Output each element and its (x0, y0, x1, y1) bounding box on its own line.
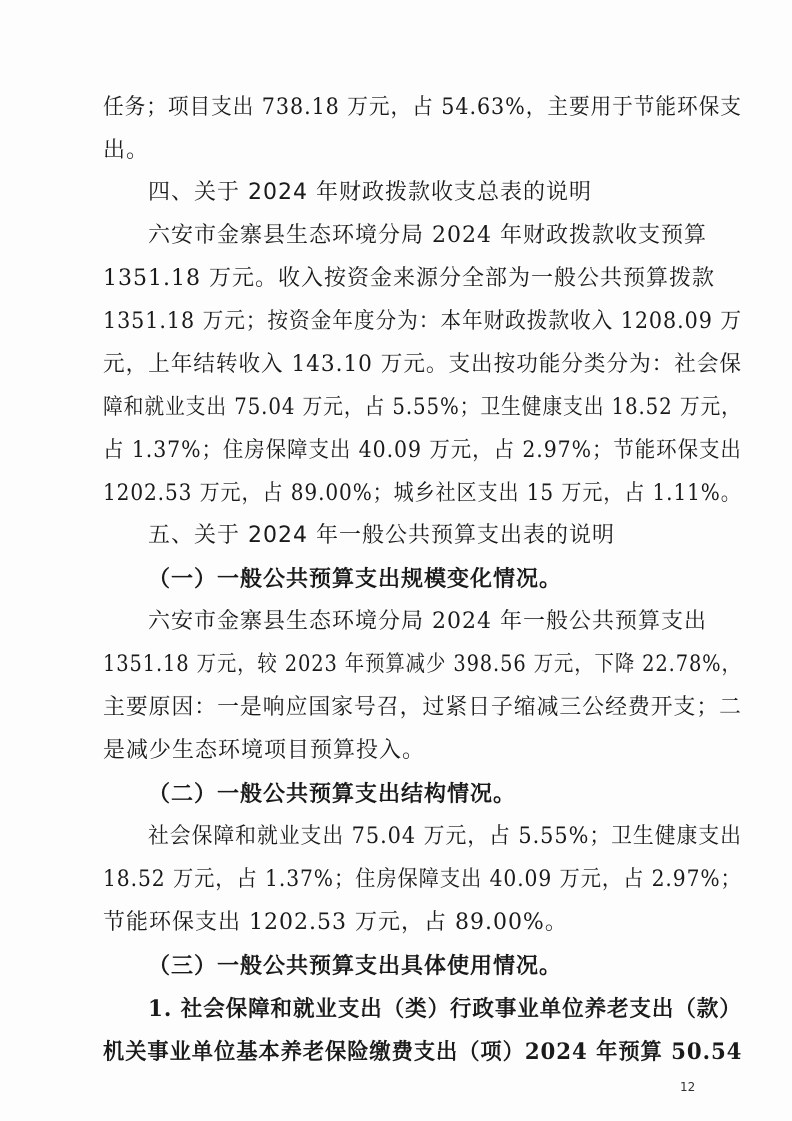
paragraph-line: 六安市金寨县生态环境分局 2024 年一般公共预算支出 (148, 609, 707, 634)
paragraph-line: 18.52 万元，占 1.37%；住房保障支出 40.09 万元，占 2.97%； (103, 867, 742, 892)
paragraph-line: 节能环保支出 1202.53 万元，占 89.00%。 (103, 910, 568, 935)
item-heading-1: 1. 社会保障和就业支出（类）行政事业单位养老支出（款） (148, 996, 742, 1022)
paragraph-line: 1202.53 万元，占 89.00%；城乡社区支出 15 万元，占 1.11%。 (103, 481, 742, 506)
paragraph-line: 六安市金寨县生态环境分局 2024 年财政拨款收支预算 (148, 223, 707, 248)
subsection-heading-3: （三）一般公共预算支出具体使用情况。 (148, 953, 563, 979)
subsection-heading-2: （二）一般公共预算支出结构情况。 (148, 781, 517, 807)
paragraph-line: 出。 (103, 138, 150, 163)
paragraph-line: 障和就业支出 75.04 万元，占 5.55%；卫生健康支出 18.52 万元， (103, 395, 742, 420)
paragraph-line: 社会保障和就业支出 75.04 万元，占 5.55%；卫生健康支出 (148, 824, 742, 849)
item-heading-1-continued: 机关事业单位基本养老保险缴费支出（项）2024 年预算 50.54 (103, 1039, 743, 1065)
paragraph-line: 元，上年结转收入 143.10 万元。支出按功能分类分为：社会保 (103, 352, 742, 377)
paragraph-line: 是减少生态环境项目预算投入。 (103, 738, 426, 763)
paragraph-line: 1351.18 万元；按资金年度分为：本年财政拨款收入 1208.09 万 (103, 309, 742, 334)
subsection-heading-1: （一）一般公共预算支出规模变化情况。 (148, 566, 563, 592)
paragraph-line: 任务；项目支出 738.18 万元，占 54.63%，主要用于节能环保支 (103, 95, 742, 120)
page-number: 12 (680, 1080, 696, 1094)
paragraph-line: 占 1.37%；住房保障支出 40.09 万元，占 2.97%；节能环保支出 (103, 438, 742, 463)
section-heading-5: 五、关于 2024 年一般公共预算支出表的说明 (148, 523, 615, 548)
section-heading-4: 四、关于 2024 年财政拨款收支总表的说明 (148, 180, 592, 205)
paragraph-line: 1351.18 万元。收入按资金来源分全部为一般公共预算拨款 (103, 266, 715, 291)
paragraph-line: 主要原因：一是响应国家号召，过紧日子缩减三公经费开支；二 (103, 695, 743, 720)
paragraph-line: 1351.18 万元，较 2023 年预算减少 398.56 万元，下降 22.78%， (103, 652, 742, 677)
